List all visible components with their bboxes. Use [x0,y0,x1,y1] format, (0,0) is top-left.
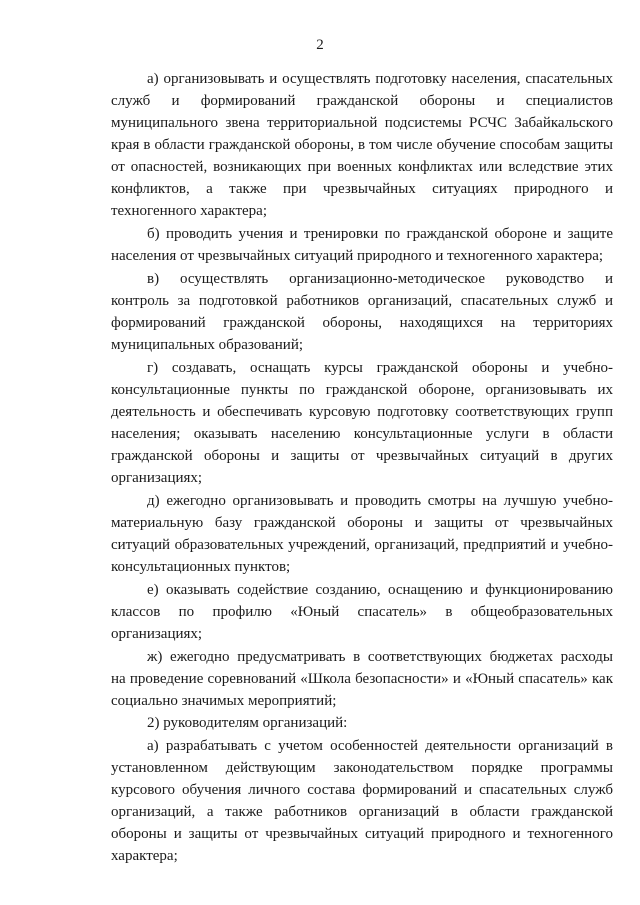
text-line: установленном действующим законодательством порядке программы [111,760,613,776]
text-line: края в области гражданской обороны, в том числе обучение способам защиты [111,137,613,153]
text-line: деятельность и обеспечивать курсовую подготовку соответствующих групп [111,404,613,420]
text-line: в) осуществлять организационно-методическое руководство и [147,271,613,287]
text-line: служб и формирований гражданской обороны и специалистов [111,93,613,109]
text-line: курсового обучения личного состава формирований и спасательных служб [111,782,613,798]
text-line: а) разрабатывать с учетом особенностей деятельности организаций в [147,738,613,754]
text-line: д) ежегодно организовывать и проводить смотры на лучшую учебно- [147,493,613,509]
text-line: ситуаций образовательных учреждений, организаций, предприятий и учебно- [111,537,613,553]
text-line: консультационных пунктов; [111,559,291,575]
text-line: консультационные пункты по гражданской обороне, организовывать их [111,382,613,398]
text-line: от опасностей, возникающих при военных конфликтах или вследствие этих [111,159,613,175]
text-line: социально значимых мероприятий; [111,693,337,709]
text-line: техногенного характера; [111,203,267,219]
text-line: классов по профилю «Юный спасатель» в общеобразовательных [111,604,613,620]
text-line: е) оказывать содействие созданию, оснащению и функционированию [147,582,613,598]
text-line: организаций, а также работников организаций в области гражданской [111,804,613,820]
text-line: формирований гражданской обороны, находящихся на территориях [111,315,613,331]
page-number: 2 [316,37,324,53]
text-line: контроль за подготовкой работников организаций, спасательных служб и [111,293,613,309]
text-line: гражданской обороны и защиты от чрезвычайных ситуаций в других [111,448,613,464]
text-line: на проведение соревнований «Школа безопасности» и «Юный спасатель» как [111,671,613,687]
text-line: организациях; [111,626,203,642]
text-line: б) проводить учения и тренировки по гражданской обороне и защите [147,226,613,242]
text-line: ж) ежегодно предусматривать в соответствующих бюджетах расходы [147,649,613,665]
text-line: конфликтов, а также при чрезвычайных ситуациях природного и [111,181,613,197]
text-line: населения; оказывать населению консультационные услуги в области [111,426,613,442]
text-line: характера; [111,848,178,864]
text-line: г) создавать, оснащать курсы гражданской обороны и учебно- [147,360,613,376]
text-line: обороны и защиты от чрезвычайных ситуаций природного и техногенного [111,826,613,842]
text-line: муниципального звена территориальной подсистемы РСЧС Забайкальского [111,115,613,131]
text-line: населения от чрезвычайных ситуаций природного и техногенного характера; [111,248,604,264]
text-line: материальную базу гражданской обороны и защиты от чрезвычайных [111,515,613,531]
text-line: 2) руководителям организаций: [147,715,348,731]
text-line: муниципальных образований; [111,337,304,353]
text-line: организациях; [111,470,203,486]
text-line: а) организовывать и осуществлять подготовку населения, спасательных [147,71,613,87]
